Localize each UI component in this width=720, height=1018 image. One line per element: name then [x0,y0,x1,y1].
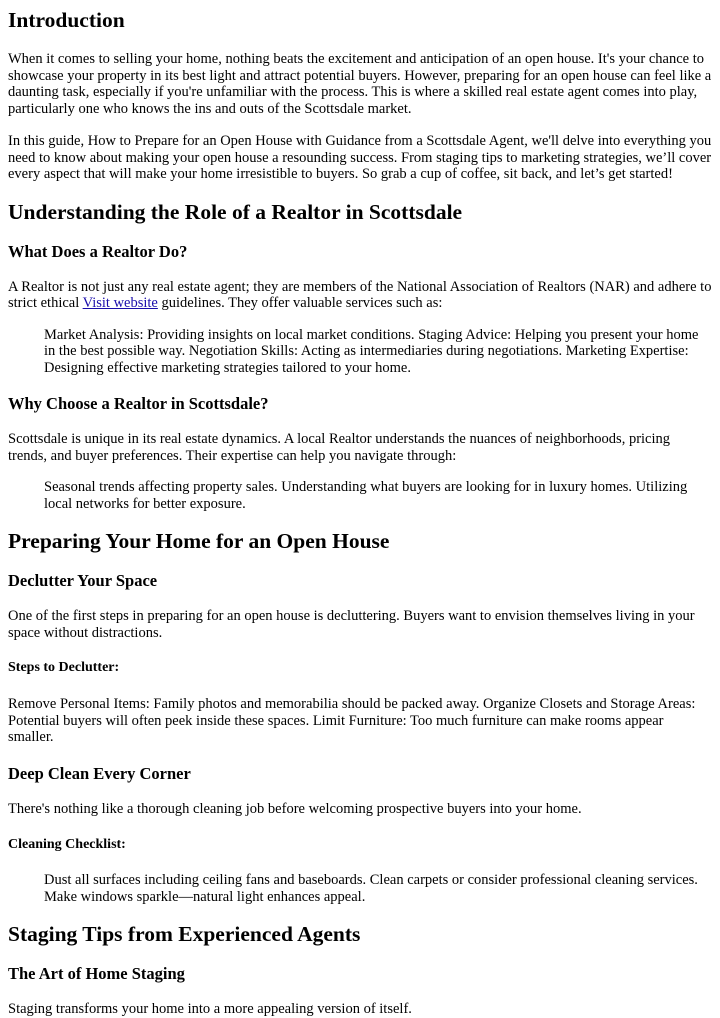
staging-tips-heading: Staging Tips from Experienced Agents [8,922,361,946]
deep-clean-heading: Deep Clean Every Corner [8,763,191,783]
introduction-paragraph-2: In this guide, How to Prepare for an Open House with Guidance from a Scottsdale Agent, we'll delve into everything you need to know about making your open house a resounding success. From staging tips to marketing strategies, we’ll cover every aspect that will make your home irresistible to buyers. So grab a cup of coffee, sit back, and let’s get started! [8,133,712,182]
introduction-paragraph-1: When it comes to selling your home, nothing beats the excitement and anticipation of an open house. It's your chance to showcase your property in its best light and attract potential buyers. However, preparing for an open house can feel like a daunting task, especially if you're unfamiliar with the process. This is where a skilled real estate agent comes into play, particularly one who knows the ins and outs of the Scottsdale market. [8,51,712,117]
introduction-heading: Introduction [8,8,125,32]
cleaning-checklist-blockquote: Dust all surfaces including ceiling fans and baseboards. Clean carpets or consider professional cleaning services. Make windows sparkle—natural light enhances appeal. [44,872,698,905]
steps-to-declutter-heading: Steps to Declutter: [8,660,120,675]
art-of-staging-paragraph: Staging transforms your home into a more appealing version of itself. [8,1001,412,1017]
services-blockquote: Market Analysis: Providing insights on local market conditions. Staging Advice: Helping you present your home in the best possible way. Negotiation Skills: Acting as intermediaries during negotiations. Marketing Expertise: Designing effective marketing strategies tailored to your home. [44,326,699,376]
realtor-definition-paragraph [8,279,712,312]
declutter-paragraph: One of the first steps in preparing for an open house is decluttering. Buyers want to envision themselves living in your space without distractions. [8,608,695,641]
realtor-role-heading: Understanding the Role of a Realtor in Scottsdale [8,199,463,224]
scottsdale-paragraph: Scottsdale is unique in its real estate dynamics. A local Realtor understands the nuances of neighborhoods, pricing trends, and buyer preferences. Their expertise can help you navigate through: [8,431,671,464]
cleaning-checklist-heading: Cleaning Checklist: [8,837,126,852]
what-does-realtor-do-heading: What Does a Realtor Do? [8,241,188,261]
visit-website-link[interactable]: Visit website [82,295,158,311]
steps-to-declutter-paragraph: Remove Personal Items: Family photos and memorabilia should be packed away. Organize Closets and Storage Areas: Potential buyers will often peek inside these spaces. Limit Furniture: Too much furniture can make rooms appear smaller. [8,696,696,745]
why-choose-realtor-heading: Why Choose a Realtor in Scottsdale? [8,394,269,413]
declutter-heading: Declutter Your Space [8,571,158,590]
realtor-definition-text-start: A Realtor is not just any real estate agent; they are members of the National Association of Realtors (NAR) and adhere to strict ethical [8,278,712,311]
art-of-staging-heading: The Art of Home Staging [8,964,185,983]
navigate-blockquote: Seasonal trends affecting property sales. Understanding what buyers are looking for in luxury homes. Utilizing local networks for better exposure. [44,479,688,512]
deep-clean-paragraph: There's nothing like a thorough cleaning job before welcoming prospective buyers into your home. [8,800,582,817]
preparing-home-heading: Preparing Your Home for an Open House [8,529,390,553]
realtor-definition-text-end: guidelines. They offer valuable services such as: [157,295,443,311]
